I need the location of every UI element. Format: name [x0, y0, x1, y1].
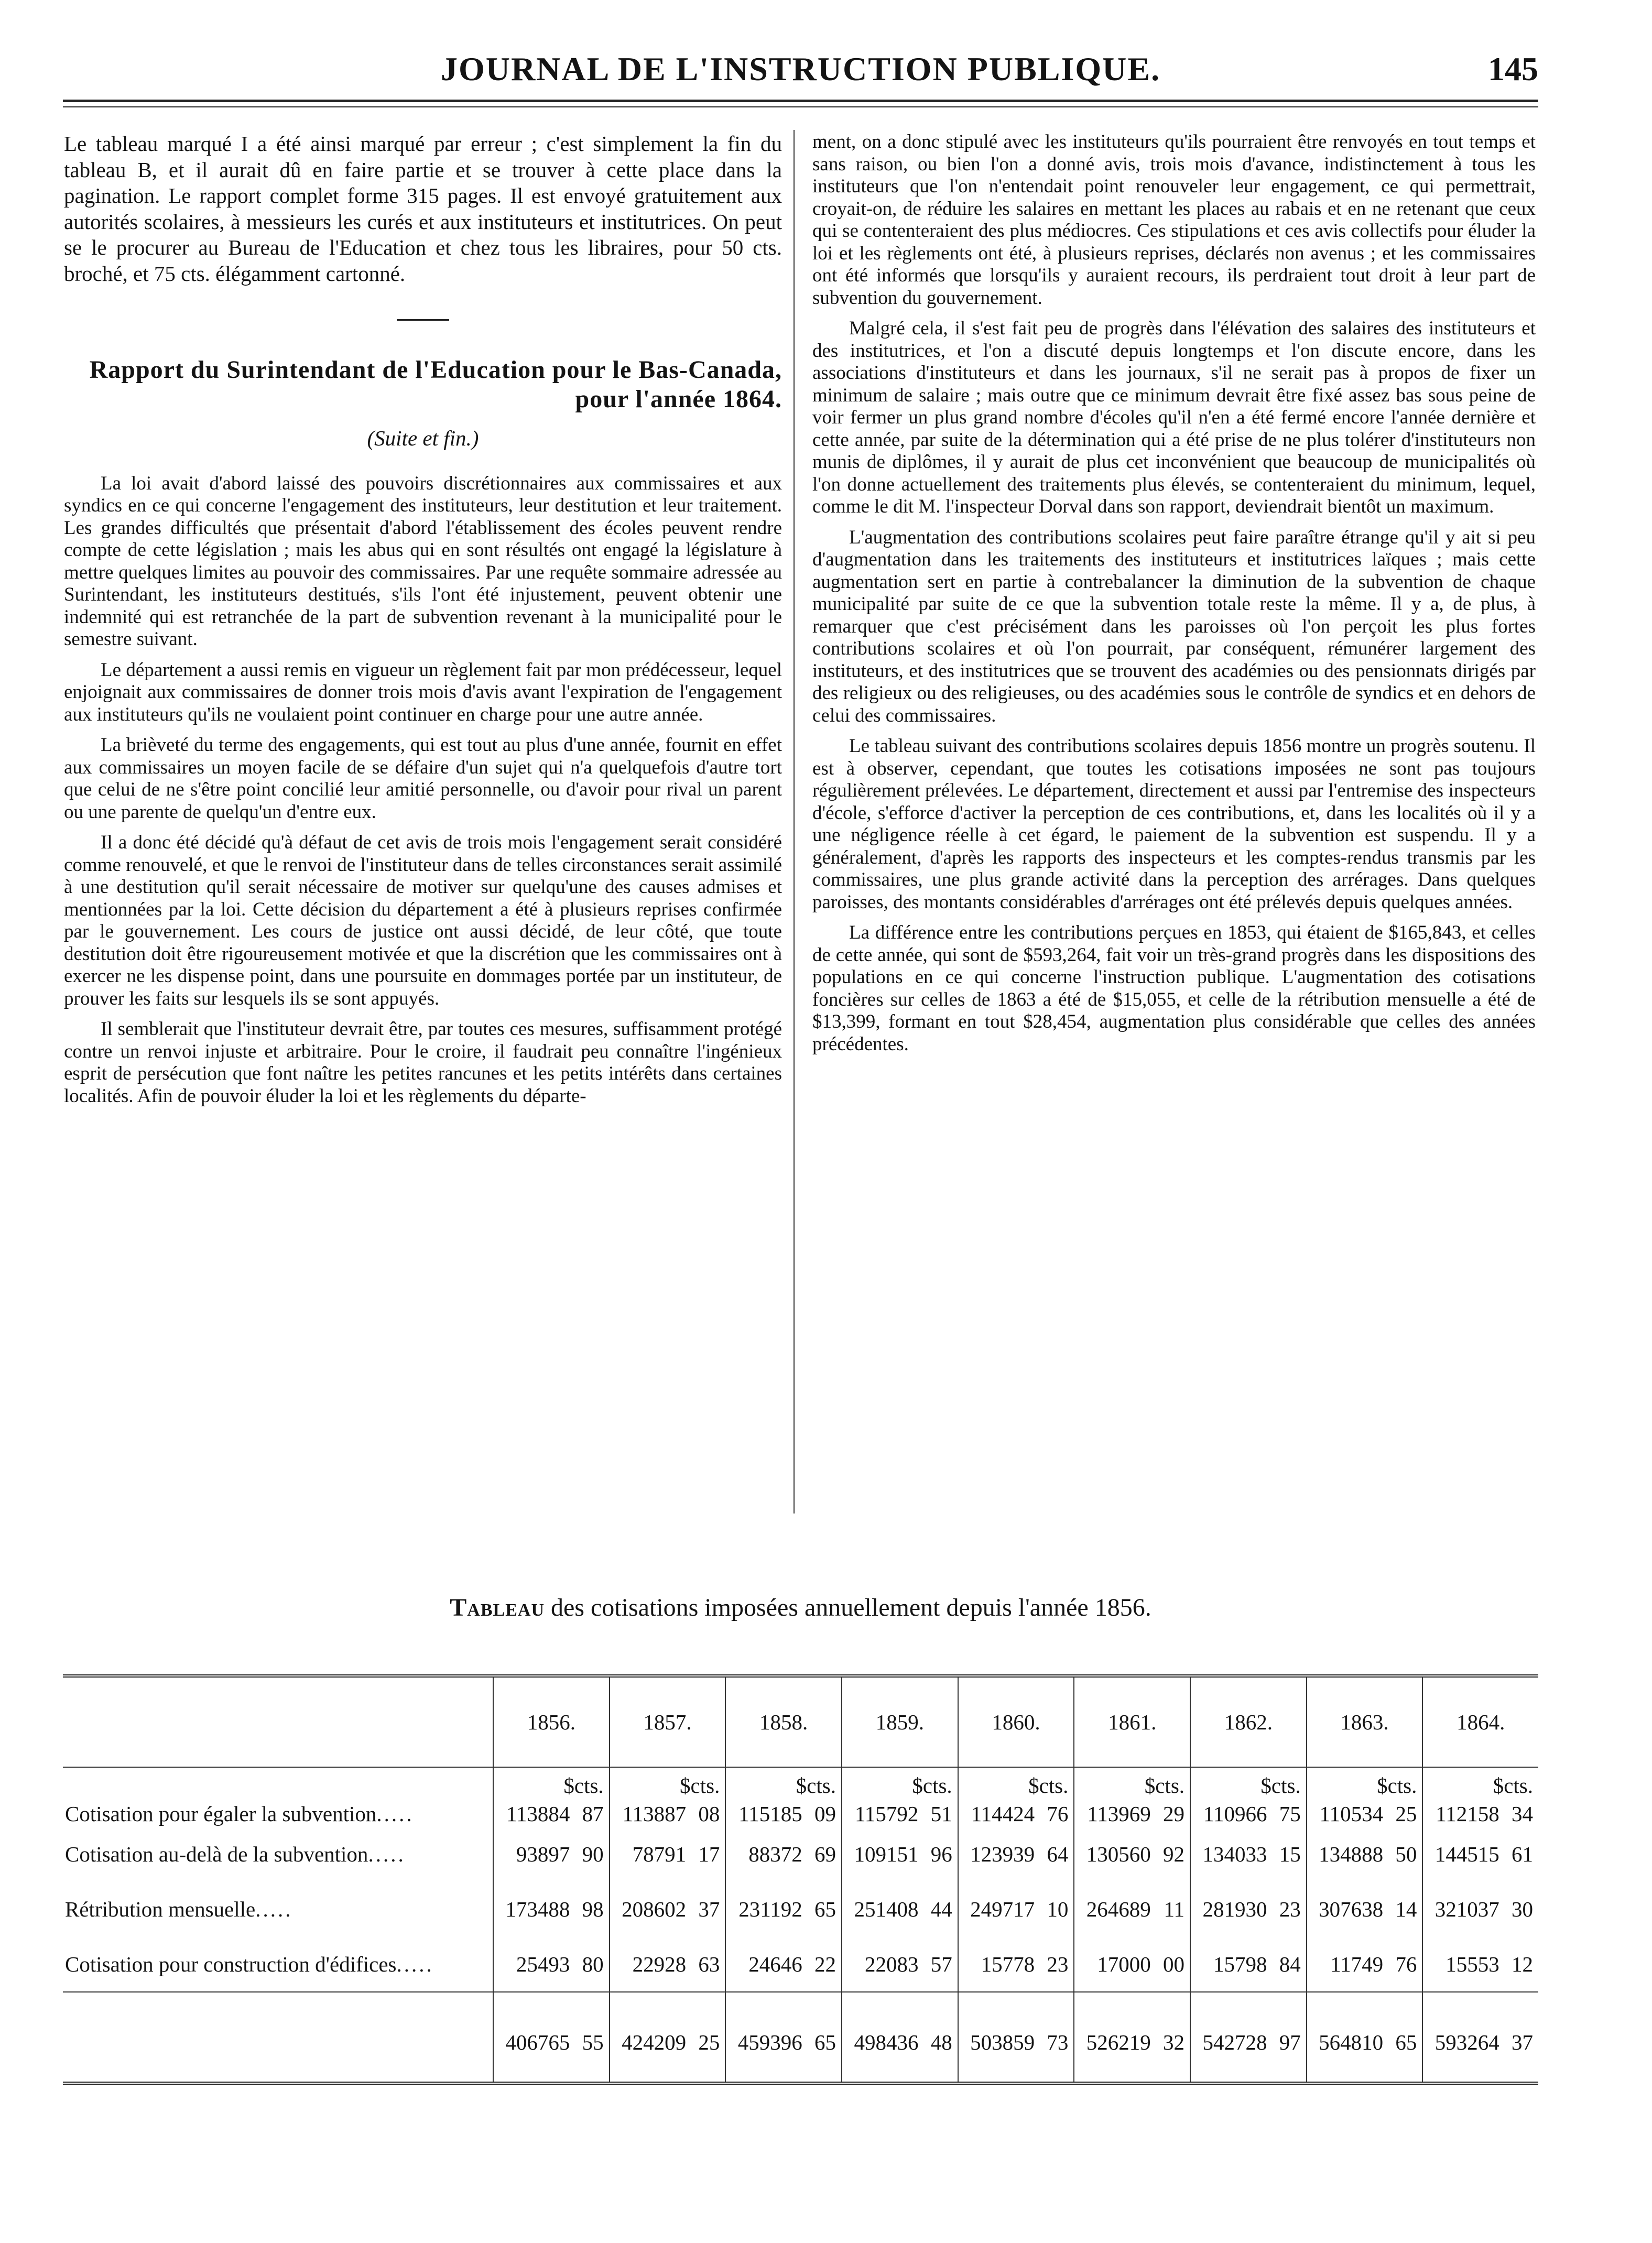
table-row	[63, 1797, 1538, 1826]
unit-cents: cts.	[1039, 1773, 1069, 1798]
amount-cents: 23	[1279, 1897, 1301, 1921]
amount-dollars: 110534	[1319, 1802, 1384, 1826]
dot-leader: .....	[376, 1802, 414, 1826]
total-cents: 37	[1512, 2030, 1533, 2054]
total-cents: 32	[1163, 2030, 1185, 2054]
amount-dollars: 17000	[1097, 1952, 1151, 1976]
unit-cents: cts.	[1387, 1773, 1417, 1798]
total-dollars: 406765	[505, 2030, 570, 2054]
amount-dollars: 115185	[738, 1802, 802, 1826]
row-label: Cotisation pour construction d'édifices	[65, 1952, 397, 1976]
right-column	[812, 131, 1536, 1055]
amount-dollars: 123939	[970, 1842, 1035, 1866]
dot-leader: .....	[255, 1897, 293, 1921]
amount-dollars: 264689	[1086, 1897, 1151, 1921]
total-dollars: 593264	[1434, 2030, 1499, 2054]
year-header: 1856.	[493, 1676, 610, 1767]
amount-dollars: 173488	[505, 1897, 570, 1921]
unit-cents: cts.	[922, 1773, 952, 1798]
amount-cents: 29	[1163, 1802, 1185, 1826]
amount-dollars: 15778	[981, 1952, 1035, 1976]
amount-dollars: 24646	[748, 1952, 802, 1976]
table-caption	[63, 1593, 1538, 1622]
unit-dollar: $	[912, 1773, 923, 1798]
contributions-table	[63, 1674, 1538, 2085]
body-paragraph: Malgré cela, il s'est fait peu de progrès dans l'élévation des salaires des instituteurs et des institutrices, et l'on a discuté depuis longtemps et l'on discute encore, dans les associations d'instituteurs et dans les journaux, s'il ne serait pas à propos de fixer un minimum de salaire ; mais outre que ce minimum devrait être fixé assez bas sous peine de voir fermer un plus grand nombre d'écoles qu'il n'en a été fermé encore l'année dernière et cette année, par suite de la détermination qui a été prise de ne plus tolérer d'instituteurs non munis de diplômes, il y aurait de plus cet inconvénient que beaucoup de municipalités où l'on donne actuellement des traitements plus élevés, se contenteraient du minimum, lequel, comme le dit M. l'inspecteur Dorval dans son rapport, deviendrait bientôt un maximum.	[812, 318, 1536, 517]
body-paragraph: Le tableau suivant des contributions scolaires depuis 1856 montre un progrès soutenu. Il est à observer, cependant, que toutes les cotisations imposées ne sont pas toujours régulièrement prélevées. Le département, directement et aussi par l'entremise des inspecteurs d'école, s'efforce d'activer la perception de ces contributions, et, dans les localités où il y a une négligence réelle à cet égard, le paiement de la subvention est suspendu. Il y a généralement, d'après les rapports des inspecteurs et les comptes-rendus transmis par les commissaires, une plus grande activité dans la perception des arrérages. Dans quelques paroisses, des montants considérables d'arrérages ont été prélevés depuis quelques années.	[812, 735, 1536, 913]
amount-cents: 14	[1395, 1897, 1417, 1921]
year-header: 1863.	[1307, 1676, 1423, 1767]
suite-note: (Suite et fin.)	[367, 426, 479, 450]
amount-cents: 51	[930, 1802, 952, 1826]
unit-cents: cts.	[1155, 1773, 1185, 1798]
total-cents: 97	[1279, 2030, 1301, 2054]
body-paragraph: La brièveté du terme des engagements, qui est tout au plus d'une année, fournit en effet aux commissaires un moyen facile de se défaire d'un sujet qui n'a quelquefois d'autre tort que celui de ne s'être point concilié leur amitié personnelle, ou d'avoir pour rival un parent ou une parente de quelqu'un d'entre eux.	[64, 734, 782, 823]
intro-paragraph: Le tableau marqué I a été ainsi marqué par erreur ; c'est simplement la fin du tableau B, et il aurait dû en faire partie et se trouver à cette place dans la pagination. Le rapport complet forme 315 pages. Il est envoyé gratuitement aux autorités scolaires, à messieurs les curés et aux instituteurs et institutrices. On peut se le procurer au Bureau de l'Education et chez tous les libraires, pour 50 cts. broché, et 75 cts. élégamment cartonné.	[64, 132, 782, 286]
total-cents: 65	[1395, 2030, 1417, 2054]
amount-dollars: 307638	[1319, 1897, 1384, 1921]
amount-cents: 34	[1512, 1802, 1533, 1826]
total-dollars: 564810	[1319, 2030, 1384, 2054]
year-header: 1861.	[1074, 1676, 1190, 1767]
amount-cents: 44	[930, 1897, 952, 1921]
header-rule-thin	[63, 106, 1538, 107]
amount-cents: 00	[1163, 1952, 1185, 1976]
unit-dollar: $	[796, 1773, 807, 1798]
amount-cents: 08	[698, 1802, 720, 1826]
amount-cents: 90	[582, 1842, 604, 1866]
body-paragraph: La loi avait d'abord laissé des pouvoirs discrétionnaires aux commissaires et aux syndics en ce qui concerne l'engagement des instituteurs, leur destitution et leur traitement. Les grandes difficultés que présentait d'abord l'établissement des écoles peuvent rendre compte de cette législation ; mais les abus qui en sont résultés ont engagé la législature à mettre quelques limites au pouvoir des commissaires. Par une requête sommaire adressée au Surintendant, les instituteurs destitués, s'ils l'ont été injustement, peuvent obtenir une indemnité qui est retranchée de la part de subvention revenant à la municipalité pour le semestre suivant.	[64, 472, 782, 650]
year-header: 1859.	[842, 1676, 958, 1767]
amount-dollars: 112158	[1436, 1802, 1499, 1826]
amount-dollars: 231192	[738, 1897, 802, 1921]
journal-title: JOURNAL DE L'INSTRUCTION PUBLIQUE.	[440, 50, 1161, 88]
amount-cents: 11	[1164, 1897, 1185, 1921]
body-paragraph: Le département a aussi remis en vigueur un règlement fait par mon prédécesseur, lequel enjoignait aux commissaires de donner trois mois d'avis avant l'expiration de l'engagement aux instituteurs qu'ils ne voulaient point continuer en charge pour une autre année.	[64, 659, 782, 725]
body-paragraph: ment, on a donc stipulé avec les instituteurs qu'ils pourraient être renvoyés en tout temps et sans raison, ou bien l'on a donné avis, trois mois d'avance, indistinctement à tous les instituteurs que l'on n'entendait point renouveler leur engagement, ce qui permettrait, croyait-on, de réduire les salaires en mettant les places au rabais et en ne retenant que ceux qui se contenteraient des plus médiocres. Ces stipulations et ces avis collectifs pour éluder la loi et les règlements ont été, à plusieurs reprises, déclarés non avenus ; et les commissaires ont été informés que lorsqu'ils y auraient recours, ils perdraient tout droit à leur part de subvention du gouvernement.	[812, 131, 1536, 309]
total-cents: 55	[582, 2030, 604, 2054]
table-row	[63, 1826, 1538, 1881]
amount-cents: 10	[1047, 1897, 1069, 1921]
amount-dollars: 281930	[1202, 1897, 1267, 1921]
amount-cents: 22	[814, 1952, 836, 1976]
amount-dollars: 208602	[622, 1897, 687, 1921]
amount-cents: 17	[698, 1842, 720, 1866]
amount-dollars: 110966	[1203, 1802, 1267, 1826]
amount-dollars: 15798	[1213, 1952, 1267, 1976]
amount-dollars: 11749	[1330, 1952, 1384, 1976]
amount-dollars: 113884	[506, 1802, 570, 1826]
amount-dollars: 109151	[854, 1842, 919, 1866]
amount-cents: 84	[1279, 1952, 1301, 1976]
page-number: 145	[1488, 50, 1538, 88]
unit-cents: cts.	[1504, 1773, 1533, 1798]
row-label: Cotisation au-delà de la subvention	[65, 1842, 368, 1866]
total-cents: 73	[1047, 2030, 1069, 2054]
total-dollars: 526219	[1086, 2030, 1151, 2054]
total-cents: 48	[930, 2030, 952, 2054]
header-rule-thick	[63, 100, 1538, 102]
body-paragraph: Il semblerait que l'instituteur devrait être, par toutes ces mesures, suffisamment protégé contre un renvoi injuste et arbitraire. Pour le croire, il faudrait peu connaître l'ingénieux esprit de persécution que font naître les petites rancunes et les petits intérêts dans certaines localités. Afin de pouvoir éluder la loi et les règlements du départe-	[64, 1018, 782, 1107]
unit-dollar: $	[1260, 1773, 1271, 1798]
total-dollars: 503859	[970, 2030, 1035, 2054]
year-header: 1862.	[1190, 1676, 1307, 1767]
amount-dollars: 251408	[854, 1897, 919, 1921]
amount-cents: 30	[1512, 1897, 1533, 1921]
year-header: 1858.	[725, 1676, 842, 1767]
report-title: Rapport du Surintendant de l'Education pour le Bas-Canada, pour l'année 1864.	[89, 356, 782, 413]
amount-dollars: 113887	[622, 1802, 687, 1826]
total-dollars: 542728	[1202, 2030, 1267, 2054]
amount-dollars: 78791	[632, 1842, 687, 1866]
left-column	[64, 131, 782, 1107]
row-label: Rétribution mensuelle	[65, 1897, 256, 1921]
amount-cents: 76	[1047, 1802, 1069, 1826]
body-paragraph: La différence entre les contributions perçues en 1853, qui étaient de $165,843, et celles de cette année, qui sont de $593,264, fait voir un très-grand progrès dans les dispositions des populations en ce qui concerne l'instruction publique. L'augmentation des cotisations foncières sur celles de 1863 a été de $15,055, et celle de la rétribution mensuelle a été de $13,399, formant en tout $28,454, augmentation plus considérable que celles des années précédentes.	[812, 922, 1536, 1055]
table-caption-lead: Tableau	[450, 1594, 545, 1621]
amount-dollars: 134033	[1202, 1842, 1267, 1866]
amount-cents: 50	[1395, 1842, 1417, 1866]
body-paragraph: Il a donc été décidé qu'à défaut de cet avis de trois mois l'engagement serait considéré comme renouvelé, et que le renvoi de l'instituteur dans de telles circonstances serait assimilé à une destitution qu'il serait nécessaire de motiver sur quelqu'une des causes admises et mentionnées par la loi. Cette décision du département a été à plusieurs reprises confirmée par le gouvernement. Les cours de justice ont aussi décidé, de leur côté, que toute destitution doit être rigoureusement motivée et que la discrétion que les commissaires ont à exercer ne les dispense point, dans une poursuite en dommages portée par un instituteur, de prouver les faits sur lesquels ils se sont appuyés.	[64, 832, 782, 1009]
amount-cents: 87	[582, 1802, 604, 1826]
total-cents: 65	[814, 2030, 836, 2054]
unit-dollar: $	[1493, 1773, 1504, 1798]
amount-dollars: 321037	[1434, 1897, 1499, 1921]
amount-cents: 61	[1512, 1842, 1533, 1866]
unit-dollar: $	[680, 1773, 691, 1798]
amount-cents: 69	[814, 1842, 836, 1866]
amount-dollars: 249717	[970, 1897, 1035, 1921]
amount-cents: 64	[1047, 1842, 1069, 1866]
amount-dollars: 22928	[632, 1952, 687, 1976]
unit-dollar: $	[1377, 1773, 1388, 1798]
amount-dollars: 22083	[864, 1952, 919, 1976]
unit-cents: cts.	[807, 1773, 836, 1798]
total-dollars: 424209	[622, 2030, 687, 2054]
unit-dollar: $	[563, 1773, 574, 1798]
amount-cents: 23	[1047, 1952, 1069, 1976]
table-caption-text: des cotisations imposées annuellement depuis l'année 1856.	[551, 1594, 1151, 1621]
amount-cents: 75	[1279, 1802, 1301, 1826]
amount-cents: 63	[698, 1952, 720, 1976]
table-row	[63, 1881, 1538, 1936]
amount-dollars: 88372	[748, 1842, 802, 1866]
dot-leader: .....	[368, 1842, 406, 1866]
unit-cents: cts.	[574, 1773, 604, 1798]
unit-cents: cts.	[690, 1773, 720, 1798]
total-cents: 25	[698, 2030, 720, 2054]
amount-cents: 96	[930, 1842, 952, 1866]
column-divider	[794, 130, 795, 1514]
year-header: 1860.	[958, 1676, 1074, 1767]
dot-leader: .....	[396, 1952, 434, 1976]
amount-cents: 65	[814, 1897, 836, 1921]
total-dollars: 459396	[737, 2030, 802, 2054]
amount-cents: 57	[930, 1952, 952, 1976]
amount-cents: 15	[1279, 1842, 1301, 1866]
amount-dollars: 130560	[1086, 1842, 1151, 1866]
table-corner	[63, 1676, 493, 1767]
amount-cents: 12	[1512, 1952, 1533, 1976]
amount-dollars: 113969	[1087, 1802, 1151, 1826]
amount-dollars: 134888	[1319, 1842, 1384, 1866]
amount-cents: 98	[582, 1897, 604, 1921]
amount-dollars: 114424	[971, 1802, 1035, 1826]
unit-cents: cts.	[1271, 1773, 1301, 1798]
section-separator	[397, 319, 449, 321]
amount-cents: 09	[814, 1802, 836, 1826]
amount-dollars: 115792	[854, 1802, 919, 1826]
amount-cents: 76	[1395, 1952, 1417, 1976]
amount-cents: 25	[1395, 1802, 1417, 1826]
amount-dollars: 25493	[516, 1952, 570, 1976]
running-head	[63, 50, 1538, 92]
unit-dollar: $	[1028, 1773, 1039, 1798]
amount-dollars: 93897	[516, 1842, 570, 1866]
year-header: 1864.	[1422, 1676, 1538, 1767]
totals-row	[63, 1992, 1538, 2083]
body-paragraph: L'augmentation des contributions scolaires peut faire paraître étrange qu'il y ait si peu d'augmentation dans les traitements des instituteurs et institutrices laïques ; mais cette augmentation sert en partie à contrebalancer la diminution de la subvention de chaque municipalité par suite de ce que la subvention totale reste la même. Il y a, de plus, à remarquer que c'est précisément dans les paroisses où l'on perçoit les plus fortes contributions scolaires et où l'on pourrait, par conséquent, rémunérer largement des instituteurs, et des institutrices que se trouvent des académies ou des pensionnats dirigés par des religieux ou des religieuses, ou des académies sous le contrôle de syndics et en dehors de celui des commissaires.	[812, 526, 1536, 726]
unit-dollar: $	[1144, 1773, 1156, 1798]
amount-cents: 37	[698, 1897, 720, 1921]
year-header: 1857.	[610, 1676, 726, 1767]
table-row	[63, 1936, 1538, 1992]
amount-dollars: 144515	[1434, 1842, 1499, 1866]
amount-dollars: 15553	[1446, 1952, 1499, 1976]
total-dollars: 498436	[854, 2030, 919, 2054]
row-label: Cotisation pour égaler la subvention	[65, 1802, 377, 1826]
amount-cents: 92	[1163, 1842, 1185, 1866]
amount-cents: 80	[582, 1952, 604, 1976]
